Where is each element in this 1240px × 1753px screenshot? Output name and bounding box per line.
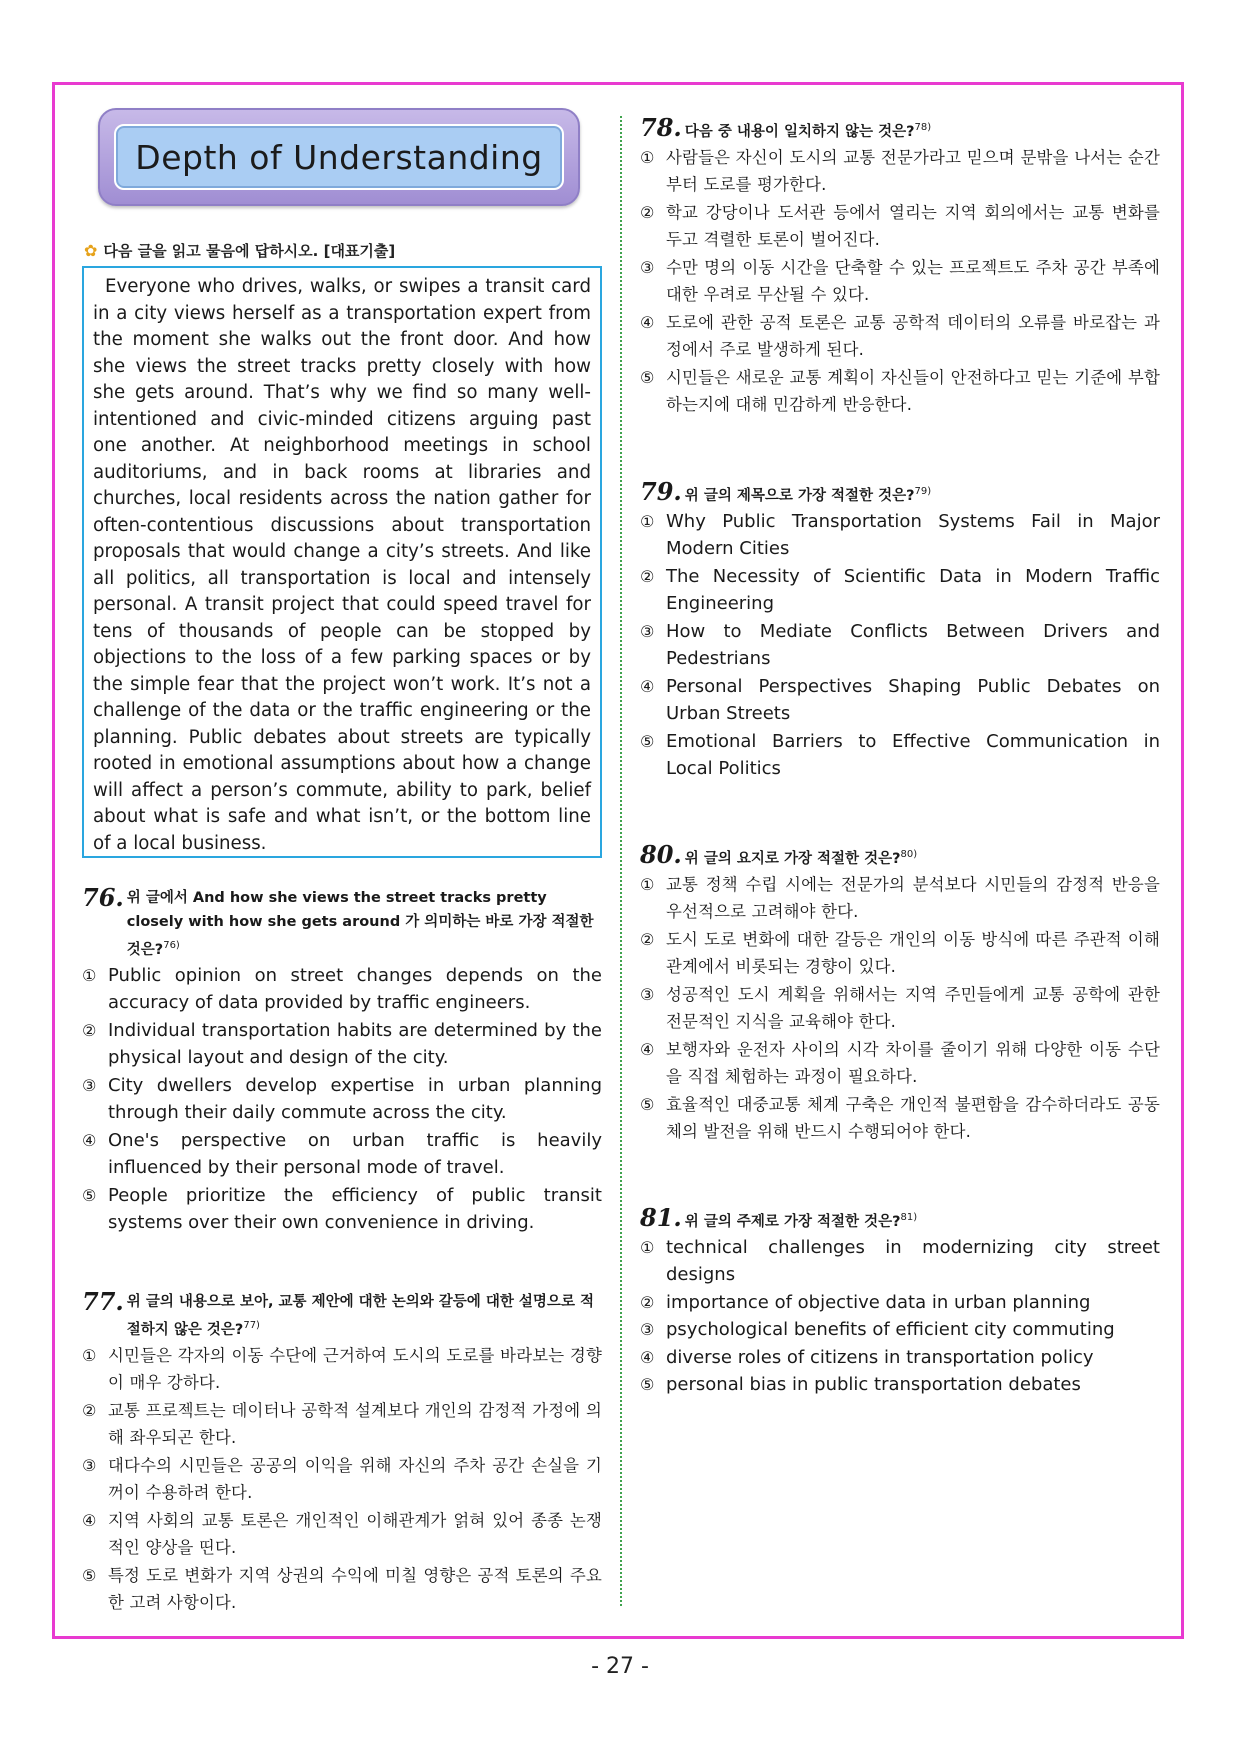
footnote-ref: 79) — [914, 486, 932, 497]
answer-option[interactable] — [640, 1091, 1160, 1146]
option-text: 효율적인 대중교통 체계 구축은 개인적 불편함을 감수하더라도 공동체의 발전을 위해 반드시 수행되어야 한다. — [666, 1094, 1160, 1142]
question-text-body: 위 글의 주제로 가장 적절한 것은? — [684, 1213, 901, 1230]
question-header — [640, 477, 1160, 508]
option-marker: ⑤ — [640, 731, 655, 751]
option-marker: ② — [640, 566, 655, 586]
answer-option[interactable] — [640, 563, 1160, 618]
answer-option[interactable] — [640, 144, 1160, 199]
answer-option[interactable] — [640, 199, 1160, 254]
option-marker: ② — [640, 202, 655, 222]
question-text — [685, 116, 931, 144]
column-divider — [620, 116, 622, 1606]
question-number: 77. — [82, 1287, 124, 1316]
option-text: 학교 강당이나 도서관 등에서 열리는 지역 회의에서는 교통 변화를 두고 격렬한 토론이 벌어진다. — [666, 202, 1160, 250]
page-number: - 27 - — [591, 1654, 649, 1679]
answer-option[interactable] — [640, 1289, 1160, 1317]
question-77 — [82, 1287, 602, 1617]
question-text-body: 위 글의 제목으로 가장 적절한 것은? — [684, 487, 915, 504]
option-text: 사람들은 자신이 도시의 교통 전문가라고 믿으며 문밖을 나서는 순간부터 도로를 평가한다. — [666, 147, 1160, 195]
question-number: 80. — [640, 840, 682, 869]
footnote-ref: 76) — [163, 940, 180, 951]
option-marker: ⑤ — [82, 1565, 97, 1585]
question-number: 81. — [640, 1203, 682, 1232]
option-marker: ② — [82, 1400, 97, 1420]
option-text: 시민들은 새로운 교통 계획이 자신들이 안전하다고 믿는 기준에 부합하는지에 대해 민감하게 반응한다. — [666, 367, 1160, 415]
option-text: Why Public Transportation Systems Fail in Major Modern Cities — [666, 510, 1160, 560]
option-text: People prioritize the efficiency of public transit systems over their own convenience in driving. — [108, 1184, 602, 1234]
answer-option[interactable] — [640, 1344, 1160, 1372]
option-marker: ① — [640, 1237, 655, 1257]
options — [640, 508, 1160, 783]
answer-option[interactable] — [82, 1072, 602, 1127]
options — [82, 1342, 602, 1617]
options — [640, 1234, 1160, 1399]
question-76 — [82, 883, 602, 1237]
question-text-body: 위 글의 요지로 가장 적절한 것은? — [684, 850, 901, 867]
option-text: 교통 정책 수립 시에는 전문가의 분석보다 시민들의 감정적 반응을 우선적으로 고려해야 한다. — [666, 874, 1160, 922]
option-marker: ④ — [82, 1510, 97, 1530]
option-marker: ③ — [640, 1320, 655, 1340]
question-text — [685, 1206, 917, 1234]
answer-option[interactable] — [82, 1397, 602, 1452]
option-marker: ② — [82, 1020, 97, 1040]
instruction — [84, 240, 395, 261]
option-marker: ③ — [640, 621, 655, 641]
option-marker: ② — [640, 1292, 655, 1312]
answer-option[interactable] — [640, 1371, 1160, 1399]
option-text: One's perspective on urban traffic is heavily influenced by their personal mode of travel. — [108, 1129, 602, 1179]
option-text: importance of objective data in urban planning — [666, 1291, 1091, 1313]
footnote-ref: 78) — [914, 122, 932, 133]
footnote-ref: 77) — [243, 1320, 260, 1331]
question-text-body: 위 글에서 And how she views the street tracks pretty closely with how she gets around 가 의미하는 바로 가장 적절한 것은? — [126, 890, 594, 958]
question-header — [640, 1203, 1160, 1234]
answer-option[interactable] — [640, 871, 1160, 926]
question-number: 78. — [640, 113, 682, 142]
option-marker: ⑤ — [640, 1094, 655, 1114]
option-marker: ④ — [640, 312, 655, 332]
instruction-text: 다음 글을 읽고 물음에 답하시오. [대표기출] — [103, 242, 396, 260]
options — [640, 871, 1160, 1146]
answer-option[interactable] — [640, 981, 1160, 1036]
options — [82, 962, 602, 1237]
reading-passage: Everyone who drives, walks, or swipes a transit card in a city views herself as a transportation expert from the moment she walks out the front door. And how she views the street tracks pretty closely with how she gets around. That’s why we find so many well-intentioned and civic-minded citizens arguing past one another. At neighborhood meetings in school auditoriums, and in back rooms at libraries and churches, local residents across the nation gather for often-contentious discussions about transportation proposals that would change a city’s streets. And like all politics, all transportation is local and intensely personal. A transit project that could speed travel for tens of thousands of people can be stopped by objections to the loss of a few parking spaces or by the simple fear that the project won’t work. It’s not a challenge of the data or the traffic engineering or the planning. Public debates about streets are typically rooted in emotional assumptions about how a change will affect a person’s commute, ability to park, belief about what is safe and what isn’t, or the bottom line of a local business. — [82, 266, 602, 858]
option-text: 대다수의 시민들은 공공의 이익을 위해 자신의 주차 공간 손실을 기꺼이 수용하려 한다. — [108, 1455, 602, 1503]
question-number: 79. — [640, 477, 682, 506]
title-badge-text: Depth of Understanding — [135, 137, 543, 177]
option-text: Individual transportation habits are determined by the physical layout and design of the city. — [108, 1019, 602, 1069]
question-78 — [640, 113, 1160, 419]
answer-option[interactable] — [82, 1017, 602, 1072]
answer-option[interactable] — [640, 728, 1160, 783]
option-text: The Necessity of Scientific Data in Modern Traffic Engineering — [666, 565, 1160, 615]
option-marker: ① — [640, 874, 655, 894]
question-header — [82, 883, 602, 962]
footnote-ref: 80) — [900, 849, 918, 860]
option-marker: ① — [640, 511, 655, 531]
question-text — [685, 480, 931, 508]
option-text: Personal Perspectives Shaping Public Debates on Urban Streets — [666, 675, 1160, 725]
question-header — [640, 840, 1160, 871]
option-text: 도시 도로 변화에 대한 갈등은 개인의 이동 방식에 따른 주관적 이해관계에서 비롯되는 경향이 있다. — [666, 929, 1160, 977]
option-text: How to Mediate Conflicts Between Drivers and Pedestrians — [666, 620, 1160, 670]
answer-option[interactable] — [640, 1316, 1160, 1344]
answer-option[interactable] — [640, 1036, 1160, 1091]
answer-option[interactable] — [82, 1562, 602, 1617]
answer-option[interactable] — [640, 309, 1160, 364]
option-text: City dwellers develop expertise in urban planning through their daily commute across the city. — [108, 1074, 602, 1124]
question-text — [127, 1290, 602, 1342]
answer-option[interactable] — [640, 618, 1160, 673]
option-text: 교통 프로젝트는 데이터나 공학적 설계보다 개인의 감정적 가정에 의해 좌우되곤 한다. — [108, 1400, 602, 1448]
option-text: 보행자와 운전자 사이의 시각 차이를 줄이기 위해 다양한 이동 수단을 직접 체험하는 과정이 필요하다. — [666, 1039, 1160, 1087]
question-text — [127, 886, 602, 962]
question-81 — [640, 1203, 1160, 1399]
option-text: 특정 도로 변화가 지역 상권의 수익에 미칠 영향은 공적 토론의 주요한 고려 사항이다. — [108, 1565, 602, 1613]
option-marker: ⑤ — [640, 367, 655, 387]
option-marker: ⑤ — [640, 1375, 655, 1395]
footnote-ref: 81) — [900, 1212, 918, 1223]
answer-option[interactable] — [640, 1234, 1160, 1289]
option-text: 도로에 관한 공적 토론은 교통 공학적 데이터의 오류를 바로잡는 과정에서 주로 발생하게 된다. — [666, 312, 1160, 360]
option-marker: ④ — [640, 676, 655, 696]
option-text: Public opinion on street changes depends on the accuracy of data provided by traffic engineers. — [108, 964, 602, 1014]
option-marker: ① — [82, 965, 97, 985]
option-marker: ⑤ — [82, 1185, 97, 1205]
option-marker: ④ — [82, 1130, 97, 1150]
answer-option[interactable] — [640, 926, 1160, 981]
option-marker: ① — [640, 147, 655, 167]
option-text: technical challenges in modernizing city street designs — [666, 1236, 1160, 1286]
answer-option[interactable] — [82, 1507, 602, 1562]
option-marker: ③ — [82, 1075, 97, 1095]
option-text: diverse roles of citizens in transportation policy — [666, 1346, 1094, 1368]
answer-option[interactable] — [640, 508, 1160, 563]
option-text: 지역 사회의 교통 토론은 개인적인 이해관계가 얽혀 있어 종종 논쟁적인 양상을 띤다. — [108, 1510, 602, 1558]
flower-icon: ✿ — [84, 241, 98, 260]
question-header — [640, 113, 1160, 144]
option-text: psychological benefits of efficient city commuting — [666, 1319, 1115, 1341]
answer-option[interactable] — [82, 1182, 602, 1237]
question-79 — [640, 477, 1160, 783]
option-marker: ④ — [640, 1039, 655, 1059]
title-badge — [98, 108, 580, 206]
answer-option[interactable] — [82, 1452, 602, 1507]
option-marker: ③ — [640, 257, 655, 277]
option-marker: ③ — [82, 1455, 97, 1475]
answer-option[interactable] — [640, 364, 1160, 419]
answer-option[interactable] — [640, 254, 1160, 309]
question-80 — [640, 840, 1160, 1146]
answer-option[interactable] — [82, 1342, 602, 1397]
options — [640, 144, 1160, 419]
option-marker: ④ — [640, 1347, 655, 1367]
option-text: 시민들은 각자의 이동 수단에 근거하여 도시의 도로를 바라보는 경향이 매우 강하다. — [108, 1345, 602, 1393]
question-number: 76. — [82, 883, 124, 912]
answer-option[interactable] — [82, 962, 602, 1017]
answer-option[interactable] — [640, 673, 1160, 728]
question-text-body: 위 글의 내용으로 보아, 교통 제안에 대한 논의와 갈등에 대한 설명으로 적절하지 않은 것은? — [126, 1294, 595, 1338]
question-header — [82, 1287, 602, 1342]
option-marker: ② — [640, 929, 655, 949]
answer-option[interactable] — [82, 1127, 602, 1182]
title-badge-inner — [114, 124, 564, 190]
option-text: personal bias in public transportation debates — [666, 1374, 1081, 1396]
question-text — [685, 843, 917, 871]
option-text: Emotional Barriers to Effective Communication in Local Politics — [666, 730, 1160, 780]
question-text-body: 다음 중 내용이 일치하지 않는 것은? — [684, 123, 915, 140]
option-text: 성공적인 도시 계획을 위해서는 지역 주민들에게 교통 공학에 관한 전문적인 지식을 교육해야 한다. — [666, 984, 1160, 1032]
option-marker: ① — [82, 1345, 97, 1365]
option-marker: ③ — [640, 984, 655, 1004]
option-text: 수만 명의 이동 시간을 단축할 수 있는 프로젝트도 주차 공간 부족에 대한 우려로 무산될 수 있다. — [666, 257, 1160, 305]
